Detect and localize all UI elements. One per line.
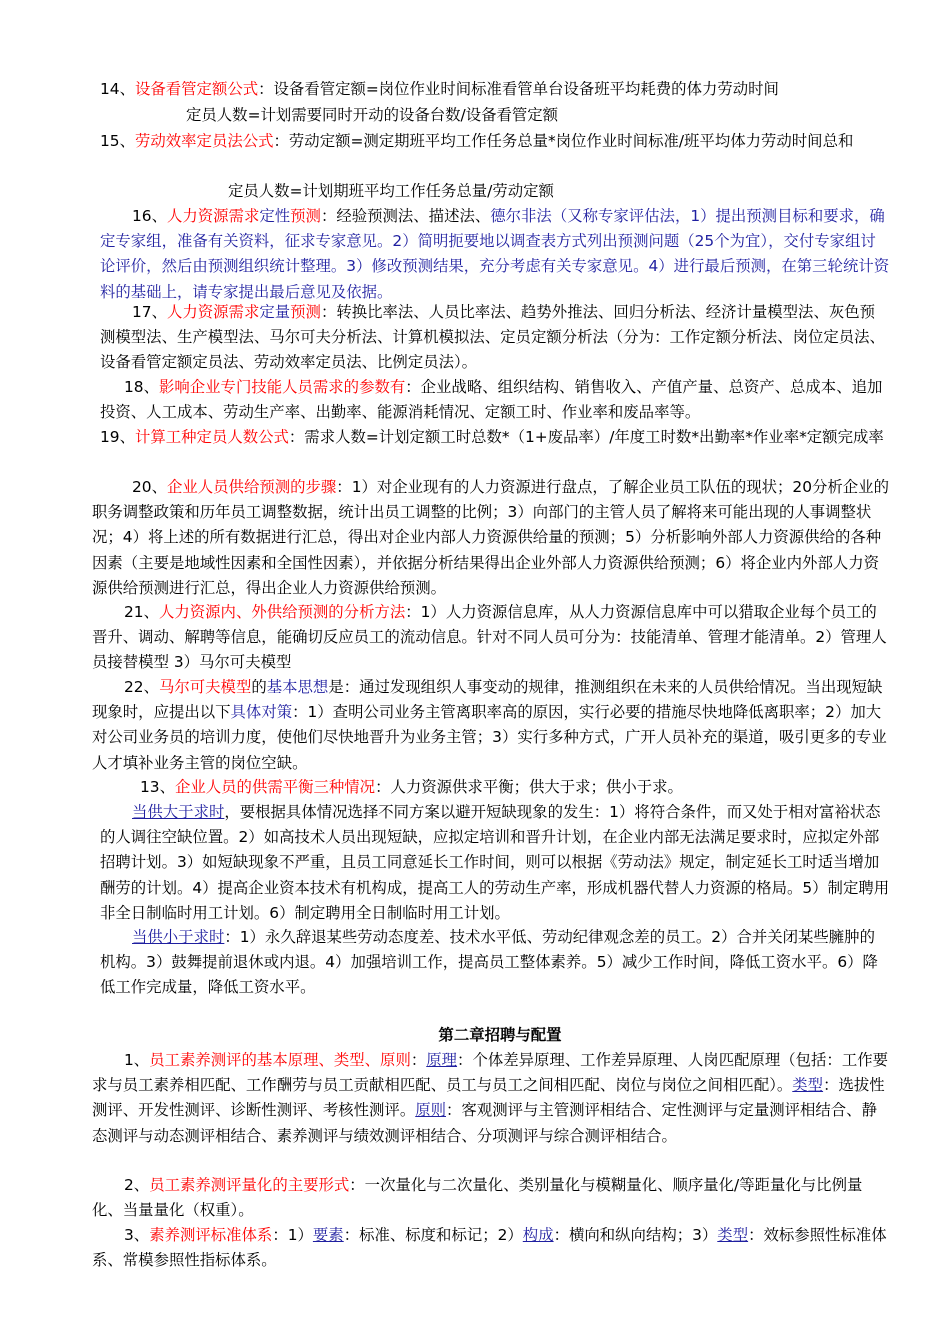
text-span: 当供大于求时 <box>132 803 225 821</box>
paragraph-c3 <box>92 1223 890 1273</box>
text-span: 的 <box>251 678 267 696</box>
text-span: 类型 <box>792 1076 824 1095</box>
text-span: 18、 <box>124 378 159 396</box>
text-span: 具体对策 <box>230 703 293 722</box>
text-span: ：经验预测法、描述法、 <box>320 207 491 225</box>
text-span: ：1）查明公司业务主管离职率高的原因，实行必要的措施尽快地降低离职率；2）加大对公司业务员的培训力度，使他们尽快地晋升为业务主管；3）实行多种方式，广开人员补充的渠道，吸引更多的专业人才填补业务主管的岗位空缺。 <box>92 703 887 772</box>
text-span: 人力资源需求 <box>166 303 260 321</box>
text-span: 基本思想 <box>266 678 329 696</box>
text-span: ：转换比率法、人员比率法、趋势外推法、回归分析法、经济计量模型法、灰色预测模型法、生产模型法、马尔可夫分析法、计算机模拟法、定员定额分析法（分为：工作定额分析法、岗位定员法、设备看管定额定员法、劳动效率定员法、比例定员法）。 <box>100 303 885 372</box>
text-span: 人力资源需求 <box>166 207 260 225</box>
text-span: 第二章招聘与配置 <box>438 1026 562 1044</box>
text-span: 预测 <box>290 207 321 225</box>
text-span: ：标准、标度和标记；2） <box>343 1226 523 1244</box>
text-span: 人力资源内、外供给预测的分析方法 <box>158 603 406 621</box>
paragraph-c1 <box>92 1048 890 1149</box>
text-span: 类型 <box>717 1226 749 1244</box>
text-span: 构成 <box>522 1226 554 1244</box>
text-span: ，要根据具体情况选择不同方案以避开短缺现象的发生：1）将符合条件，而又处于相对富裕状态的人调往空缺位置。2）如高技术人员出现短缺，应拟定培训和晋升计划，在企业内部无法满足要求时，应拟定外部招聘计划。3）如短缺现象不严重，且员工同意延长工作时间，则可以根据《劳动法》规定，制定延长工时适当增加酬劳的计划。4）提高企业资本技术有机构成，提高工人的劳动生产率，形成机器代替人力资源的格局。5）制定聘用非全日制临时用工计划。6）制定聘用全日制临时用工计划。 <box>100 803 890 922</box>
paragraph-p13b <box>100 925 890 1001</box>
paragraph-p19 <box>68 425 890 450</box>
paragraph-p18 <box>100 375 890 425</box>
paragraph-c2 <box>92 1173 890 1223</box>
text-span: 劳动效率定员法公式 <box>134 132 274 150</box>
text-span: ：设备看管定额=岗位作业时间标准看管单台设备班平均耗费的体力劳动时间 <box>258 80 779 98</box>
text-span: 21、 <box>124 603 159 621</box>
paragraph-p14 <box>100 77 890 102</box>
paragraph-p15 <box>68 129 888 154</box>
text-span: 14、 <box>100 80 135 98</box>
text-span: 计算工种定员人数公式 <box>134 428 289 446</box>
text-span: ：需求人数=计划定额工时总数*（1+废品率）/年度工时数*出勤率*作业率*定额完成率 <box>288 428 884 446</box>
text-span: 马尔可夫模型 <box>158 678 252 696</box>
text-span: 13、 <box>140 778 175 796</box>
text-span: 预测 <box>290 303 321 321</box>
text-span: 企业人员的供需平衡三种情况 <box>174 778 376 796</box>
paragraph-p20 <box>92 475 890 601</box>
paragraph-p13a <box>100 800 890 926</box>
text-span: 定性 <box>259 207 291 225</box>
text-span: 16、 <box>132 207 167 225</box>
text-span: 影响企业专门技能人员需求的参数有 <box>158 378 406 396</box>
text-span: ：1）对企业现有的人力资源进行盘点，了解企业员工队伍的现状；20分析企业的职务调整政策和历年员工调整数据，统计出员工调整的比例；3）向部门的主管人员了解将来可能出现的人事调整状况；4）将上述的所有数据进行汇总，得出对企业内部人力资源供给量的预测；5）分析影响外部人力资源供给的各种因素（主要是地域性因素和全国性因素），并依据分析结果得出企业外部人力资源供给预测；6）将企业内外部人力资源供给预测进行汇总，得出企业人力资源供给预测。 <box>92 478 889 597</box>
text-span: ：1）永久辞退某些劳动态度差、技术水平低、劳动纪律观念差的员工。2）合并关闭某些臃肿的机构。3）鼓舞提前退休或内退。4）加强培训工作，提高员工整体素养。5）减少工作时间，降低工资水平。6）降低工作完成量，降低工资水平。 <box>100 928 878 997</box>
text-span: 定员人数=计划需要同时开动的设备台数/设备看管定额 <box>186 106 559 124</box>
text-span: 原理 <box>426 1051 458 1069</box>
text-span: ：企业战略、组织结构、销售收入、产值产量、总资产、总成本、追加投资、人工成本、劳动生产率、出勤率、能源消耗情况、定额工时、作业率和废品率等。 <box>100 378 883 422</box>
text-span: 定员人数=计划期班平均工作任务总量/劳动定额 <box>228 182 554 200</box>
paragraph-p17 <box>100 300 890 376</box>
text-span: 20、 <box>132 478 167 496</box>
text-span: ：人力资源供求平衡；供大于求；供小于求。 <box>375 778 683 796</box>
text-span: 22、 <box>124 678 159 696</box>
text-span: 3、 <box>124 1226 150 1244</box>
text-span: 原则 <box>415 1101 447 1120</box>
text-span: 1、 <box>124 1051 150 1069</box>
text-span: ：选拔性测评、开发性测评、诊断性测评、考核性测评。 <box>92 1076 885 1120</box>
text-span: ： <box>410 1051 427 1069</box>
chapter-heading <box>380 1023 620 1048</box>
text-span: 15、 <box>100 132 135 150</box>
text-span: 是：通过发现组织人事变动的规律，推测组织在未来的人员供给情况。当出现短缺现象时，应提出以下 <box>92 678 883 722</box>
paragraph-p15b <box>228 179 888 204</box>
text-span: 2、 <box>124 1176 150 1194</box>
text-span: 德尔非法（又称专家评估法，1）提出预测目标和要求，确定专家组，准备有关资料，征求专家意见。2）简明扼要地以调查表方式列出预测问题（25个为宜），交付专家组讨论评价，然后由预测组织统计整理。3）修改预测结果，充分考虑有关专家意见。4）进行最后预测，在第三轮统计资料的基础上，请专家提出最后意见及依据。 <box>100 207 890 301</box>
paragraph-p14b <box>186 103 886 128</box>
text-span: 当供小于求时 <box>132 928 225 946</box>
text-span: ：1）人力资源信息库，从人力资源信息库中可以猎取企业每个员工的晋升、调动、解聘等信息，能确切反应员工的流动信息。针对不同人员可分为：技能清单、管理才能清单。2）管理人员接替模型 3）马尔可夫模型 <box>92 603 887 672</box>
text-span: 定量 <box>259 303 291 321</box>
text-span: ：个体差异原理、工作差异原理、人岗匹配原理（包括：工作要求与员工素养相匹配、工作酬劳与员工贡献相匹配、员工与员工之间相匹配、岗位与岗位之间相匹配）。 <box>92 1051 888 1095</box>
text-span: 员工素养测评的基本原理、类型、原则 <box>149 1051 411 1069</box>
text-span: ：客观测评与主管测评相结合、定性测评与定量测评相结合、静态测评与动态测评相结合、素养测评与绩效测评相结合、分项测评与综合测评相结合。 <box>92 1101 877 1145</box>
text-span: ：效标参照性标准体系、常模参照性指标体系。 <box>92 1226 887 1270</box>
text-span: 19、 <box>100 428 135 446</box>
text-span: 企业人员供给预测的步骤 <box>166 478 337 496</box>
paragraph-p21 <box>92 600 890 676</box>
text-span: 员工素养测评量化的主要形式 <box>149 1176 350 1194</box>
text-span: 17、 <box>132 303 167 321</box>
paragraph-p16 <box>100 204 890 305</box>
paragraph-p22 <box>92 675 890 776</box>
text-span: ：劳动定额=测定期班平均工作任务总量*岗位作业时间标准/班平均体力劳动时间总和 <box>273 132 854 150</box>
paragraph-p13 <box>100 775 890 800</box>
text-span: 要素 <box>312 1226 344 1244</box>
text-span: ：横向和纵向结构；3） <box>553 1226 718 1244</box>
text-span: ：一次量化与二次量化、类别量化与模糊量化、顺序量化/等距量化与比例量化、当量量化（权重）。 <box>92 1176 863 1220</box>
text-span: 设备看管定额公式 <box>134 80 259 98</box>
text-span: 素养测评标准体系 <box>149 1226 273 1244</box>
text-span: ：1） <box>272 1226 313 1244</box>
